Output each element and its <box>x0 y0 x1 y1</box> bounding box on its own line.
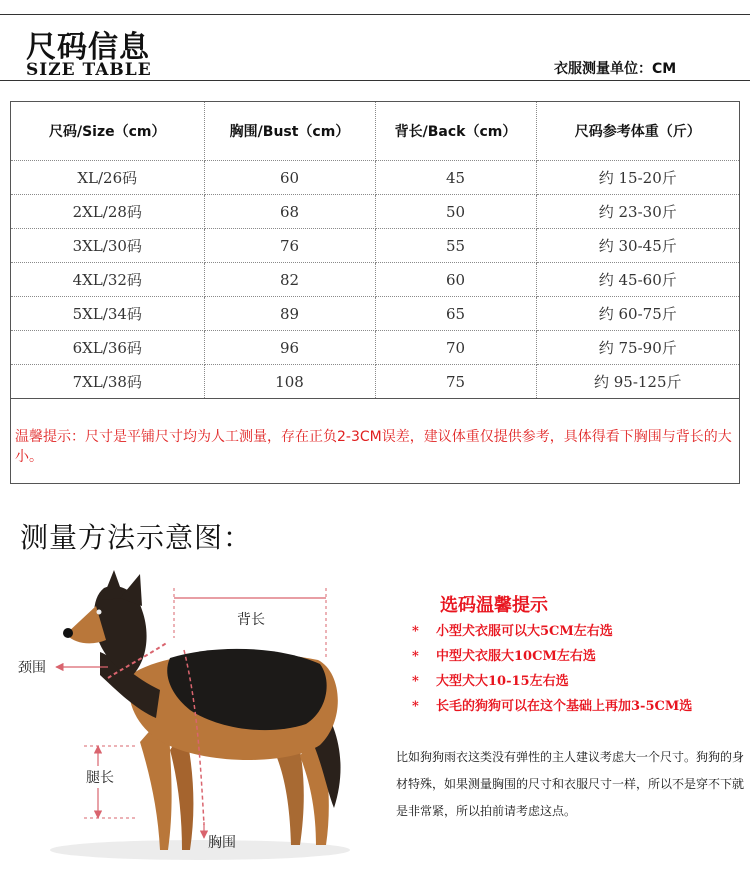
cell-weight: 约 45-60斤 <box>536 263 739 297</box>
cell-bust: 89 <box>204 297 375 331</box>
unit-label: 衣服测量单位：CM <box>554 61 677 77</box>
cell-weight: 约 60-75斤 <box>536 297 739 331</box>
cell-back: 45 <box>375 161 536 195</box>
cell-bust: 108 <box>204 365 375 399</box>
cell-size: 4XL/32码 <box>11 263 204 297</box>
table-row <box>11 195 739 229</box>
table-row <box>11 331 739 365</box>
cell-size: XL/26码 <box>11 161 204 195</box>
column-header-size: 尺码/Size（cm） <box>11 102 204 161</box>
table-row <box>11 263 739 297</box>
cell-weight: 约 23-30斤 <box>536 195 739 229</box>
cell-bust: 60 <box>204 161 375 195</box>
size-table <box>10 101 740 484</box>
cell-size: 3XL/30码 <box>11 229 204 263</box>
tip-text: 大型犬大10-15左右选 <box>436 674 569 689</box>
cell-bust: 96 <box>204 331 375 365</box>
cell-weight: 约 75-90斤 <box>536 331 739 365</box>
cell-bust: 82 <box>204 263 375 297</box>
label-leg: 腿长 <box>86 770 114 786</box>
measurement-method-title: 测量方法示意图： <box>20 521 253 554</box>
list-item <box>412 647 692 672</box>
header-divider <box>0 80 750 81</box>
tips-title: 选码温馨提示 <box>440 595 548 616</box>
cell-back: 50 <box>375 195 536 229</box>
size-notice: 温馨提示：尺寸是平铺尺寸均为人工测量，存在正负2-3CM误差，建议体重仅提供参考，具体得看下胸围与背长的大小。 <box>15 429 732 465</box>
cell-bust: 76 <box>204 229 375 263</box>
cell-size: 2XL/28码 <box>11 195 204 229</box>
cell-back: 75 <box>375 365 536 399</box>
dog-measurement-diagram <box>0 560 400 871</box>
list-item <box>412 672 692 697</box>
label-chest: 胸围 <box>208 835 236 851</box>
cell-back: 65 <box>375 297 536 331</box>
sizing-advice: 比如狗狗雨衣这类没有弹性的主人建议考虑大一个尺寸。狗狗的身材特殊，如果测量胸围的尺寸和衣服尺寸一样，所以不是穿不下就是非常紧，所以拍前请考虑这点。 <box>396 750 745 818</box>
cell-weight: 约 15-20斤 <box>536 161 739 195</box>
column-header-weight: 尺码参考体重（斤） <box>536 102 739 161</box>
cell-size: 5XL/34码 <box>11 297 204 331</box>
table-row <box>11 297 739 331</box>
table-row <box>11 229 739 263</box>
asterisk-icon: * <box>412 624 419 639</box>
asterisk-icon: * <box>412 674 419 689</box>
cell-back: 70 <box>375 331 536 365</box>
label-back: 背长 <box>237 612 265 628</box>
size-grid <box>11 102 739 399</box>
list-item <box>412 697 692 722</box>
asterisk-icon: * <box>412 699 419 714</box>
asterisk-icon: * <box>412 649 419 664</box>
tips-list <box>412 622 692 722</box>
table-row <box>11 161 739 195</box>
top-divider <box>0 14 750 15</box>
tip-text: 小型犬衣服可以大5CM左右选 <box>436 624 613 639</box>
column-header-back: 背长/Back（cm） <box>375 102 536 161</box>
label-neck: 颈围 <box>18 660 46 676</box>
cell-weight: 约 30-45斤 <box>536 229 739 263</box>
page-title: 尺码信息 <box>26 30 150 65</box>
table-header-row <box>11 102 739 161</box>
cell-size: 7XL/38码 <box>11 365 204 399</box>
tip-text: 中型犬衣服大10CM左右选 <box>436 649 596 664</box>
cell-bust: 68 <box>204 195 375 229</box>
list-item <box>412 622 692 647</box>
cell-back: 55 <box>375 229 536 263</box>
cell-size: 6XL/36码 <box>11 331 204 365</box>
tip-text: 长毛的狗狗可以在这个基础上再加3-5CM选 <box>436 699 693 714</box>
cell-back: 60 <box>375 263 536 297</box>
page-subtitle: SIZE TABLE <box>26 60 152 80</box>
dog-illustration <box>50 570 350 860</box>
cell-weight: 约 95-125斤 <box>536 365 739 399</box>
column-header-bust: 胸围/Bust（cm） <box>204 102 375 161</box>
table-row <box>11 365 739 399</box>
